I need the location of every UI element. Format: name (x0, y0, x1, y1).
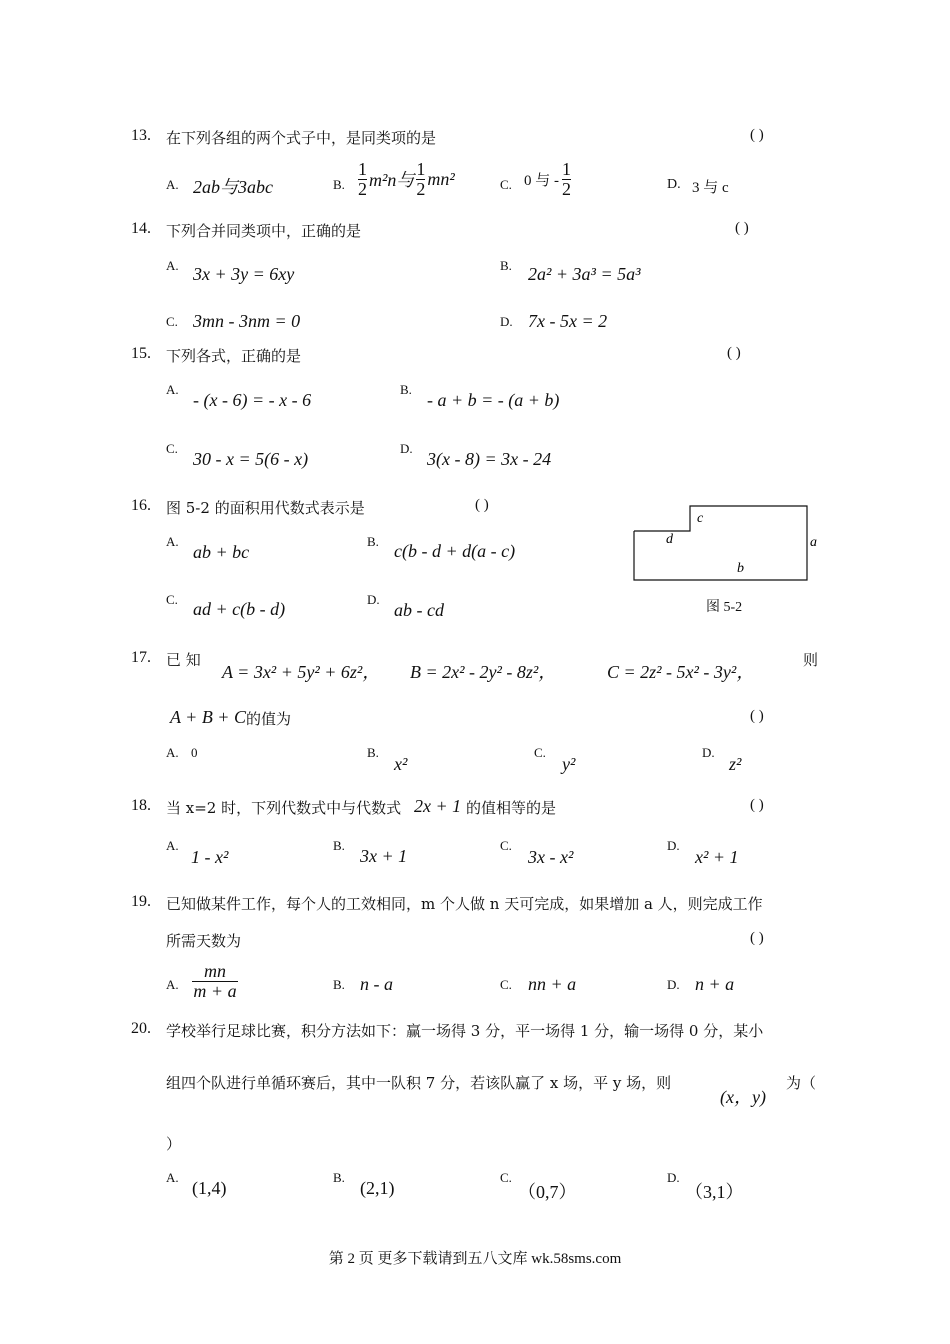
q15-option-b-label: B. (400, 382, 412, 397)
q19-a-fraction (192, 962, 238, 1001)
q17-number: 17. (131, 649, 151, 666)
q18-number: 18. (131, 797, 151, 814)
q16-option-b-expr: c(b - d + d(a - c) (394, 541, 516, 561)
q15-number: 15. (131, 345, 151, 362)
q18-option-d-label: D. (667, 838, 680, 853)
q13-b-middle: m²n与 (369, 170, 415, 191)
q18-option-b-label: B. (333, 838, 345, 853)
q13-b-frac2-num: 1 (416, 159, 426, 179)
q16-option-c-expr: ad + c(b - d) (193, 599, 286, 619)
q19-option-b-expr: n - a (360, 974, 393, 994)
q13-c-fraction (562, 160, 571, 199)
q15-stem: 下列各式，正确的是 (166, 347, 302, 365)
q18-answer-paren: ( ) (750, 797, 764, 813)
q14-answer-paren: ( ) (735, 220, 749, 236)
q17-option-a-text: 0 (191, 745, 198, 760)
q13-b-fraction-1 (358, 160, 367, 199)
q20-stem-line3: ） (166, 1135, 182, 1153)
q20-stem-line2-end: 为（ (786, 1074, 817, 1092)
q19-a-num: mn (204, 961, 226, 981)
q16-option-a-label: A. (166, 534, 179, 549)
q17-option-b-label: B. (367, 745, 379, 760)
q14-option-b-expr: 2a² + 3a³ = 5a³ (528, 264, 641, 284)
q19-option-a-expr (192, 962, 238, 1001)
q13-number: 13. (131, 127, 151, 144)
q15-answer-paren: ( ) (727, 345, 741, 361)
q17-option-d-label: D. (702, 745, 715, 760)
q13-c-frac-num: 1 (562, 159, 571, 179)
figure-label-a: a (810, 535, 817, 550)
q13-option-d-label: D. (667, 177, 681, 192)
q14-option-d-expr: 7x - 5x = 2 (528, 311, 608, 331)
q16-option-b-label: B. (367, 534, 379, 549)
q13-option-b-label: B. (333, 177, 345, 192)
q18-stem-expr: 2x + 1 (414, 796, 462, 816)
q15-option-d-expr: 3(x - 8) = 3x - 24 (427, 449, 552, 469)
figure-label-d: d (666, 532, 673, 547)
q17-option-c-expr: y² (562, 754, 576, 774)
q19-a-den: m + a (193, 980, 237, 1001)
q13-option-a-label: A. (166, 177, 179, 192)
q20-option-b-label: B. (333, 1170, 345, 1185)
q17-option-c-label: C. (534, 745, 546, 760)
q18-option-a-label: A. (166, 838, 179, 853)
q13-option-c-label: C. (500, 177, 512, 192)
figure-label-c: c (697, 511, 704, 526)
q20-stem-expr: (x，y) (720, 1087, 766, 1107)
q14-option-b-label: B. (500, 258, 512, 273)
q19-option-c-expr: nn + a (528, 974, 577, 994)
q14-number: 14. (131, 220, 151, 237)
figure-5-2 (625, 498, 825, 588)
q18-stem-suffix: 的值相等的是 (466, 799, 557, 817)
q17-stem-suffix: 则 (803, 651, 819, 669)
q13-option-d-text: 3 与 c (692, 180, 729, 196)
q15-option-c-expr: 30 - x = 5(6 - x) (193, 449, 309, 469)
q20-option-d-label: D. (667, 1170, 680, 1185)
q16-option-d-expr: ab - cd (394, 600, 444, 620)
q13-stem: 在下列各组的两个式子中，是同类项的是 (166, 129, 437, 147)
q19-number: 19. (131, 893, 151, 910)
q17-line2-expr: A + B + C (170, 707, 246, 727)
q18-stem-prefix: 当 x=2 时，下列代数式中与代数式 (166, 799, 402, 817)
q18-option-c-label: C. (500, 838, 512, 853)
q20-option-d-text: （3,1） (685, 1182, 744, 1202)
q13-c-frac-den: 2 (562, 178, 571, 199)
q13-b-fraction-2 (416, 160, 425, 199)
q17-stem-prefix: 已 知 (166, 651, 201, 669)
q15-option-b-expr: - a + b = - (a + b) (427, 390, 560, 410)
q15-option-a-expr: - (x - 6) = - x - 6 (193, 390, 312, 410)
q17-line2-text: 的值为 (246, 710, 292, 728)
q17-answer-paren: ( ) (750, 708, 764, 724)
q13-b-frac1-den: 2 (358, 178, 367, 199)
q13-b-end: mn² (427, 168, 455, 189)
q13-b-frac2-den: 2 (416, 178, 426, 199)
figure-outline (634, 506, 807, 580)
q16-number: 16. (131, 497, 151, 514)
q15-option-d-label: D. (400, 441, 413, 456)
q20-option-b-text: (2,1) (360, 1178, 395, 1198)
q14-option-d-label: D. (500, 314, 513, 329)
q19-answer-paren: ( ) (750, 930, 764, 946)
q17-expr-b: B = 2x² - 2y² - 8z²， (410, 662, 557, 682)
q16-option-d-label: D. (367, 592, 380, 607)
q16-stem: 图 5-2 的面积用代数式表示是 (166, 499, 365, 517)
q15-option-c-label: C. (166, 441, 178, 456)
q16-option-a-expr: ab + bc (193, 542, 250, 562)
q14-option-a-expr: 3x + 3y = 6xy (193, 264, 295, 284)
q20-stem-line1: 学校举行足球比赛，积分方法如下：赢一场得 3 分，平一场得 1 分，输一场得 0 分，某小 (166, 1022, 764, 1040)
q18-option-d-expr: x² + 1 (695, 847, 739, 867)
q19-option-c-label: C. (500, 977, 512, 992)
q14-option-c-label: C. (166, 314, 178, 329)
q18-option-b-expr: 3x + 1 (360, 846, 408, 866)
q20-stem-line2: 组四个队进行单循环赛后，其中一队积 7 分，若该队赢了 x 场，平 y 场，则 (166, 1074, 672, 1092)
q20-option-a-text: (1,4) (192, 1178, 227, 1198)
q14-option-c-expr: 3mn - 3nm = 0 (193, 311, 301, 331)
q20-option-c-label: C. (500, 1170, 512, 1185)
q19-option-d-expr: n + a (695, 974, 735, 994)
q13-c-text: 0 与 - (524, 172, 559, 189)
figure-caption: 图 5-2 (706, 600, 743, 615)
q18-option-a-expr: 1 - x² (191, 847, 229, 867)
q19-option-d-label: D. (667, 977, 680, 992)
q19-stem-line1: 已知做某件工作，每个人的工效相同，m 个人做 n 天可完成，如果增加 a 人，则完成工作 (166, 895, 763, 913)
q13-option-a-expr: 2ab与3abc (193, 177, 273, 197)
q19-option-a-label: A. (166, 977, 179, 992)
q13-option-c-expr (524, 160, 571, 199)
q14-stem: 下列合并同类项中，正确的是 (166, 222, 362, 240)
q19-stem-line2: 所需天数为 (166, 932, 242, 950)
q18-option-c-expr: 3x - x² (528, 847, 574, 867)
page-footer: 第 2 页 更多下载请到五八文库 wk.58sms.com (328, 1251, 622, 1267)
q20-number: 20. (131, 1020, 151, 1037)
q16-answer-paren: ( ) (475, 497, 489, 513)
q17-option-a-label: A. (166, 745, 179, 760)
q13-b-frac1-num: 1 (358, 159, 367, 179)
q20-option-a-label: A. (166, 1170, 179, 1185)
q17-option-b-expr: x² (394, 754, 408, 774)
q20-option-c-text: （0,7） (518, 1182, 577, 1202)
q19-option-b-label: B. (333, 977, 345, 992)
q17-expr-a: A = 3x² + 5y² + 6z²， (222, 662, 381, 682)
figure-label-b: b (737, 561, 744, 576)
q13-answer-paren: ( ) (750, 127, 764, 143)
q16-option-c-label: C. (166, 592, 178, 607)
q15-option-a-label: A. (166, 382, 179, 397)
q17-option-d-expr: z² (729, 754, 742, 774)
q17-expr-c: C = 2z² - 5x² - 3y²， (607, 662, 755, 682)
q13-option-b-expr (358, 160, 455, 199)
q14-option-a-label: A. (166, 258, 179, 273)
